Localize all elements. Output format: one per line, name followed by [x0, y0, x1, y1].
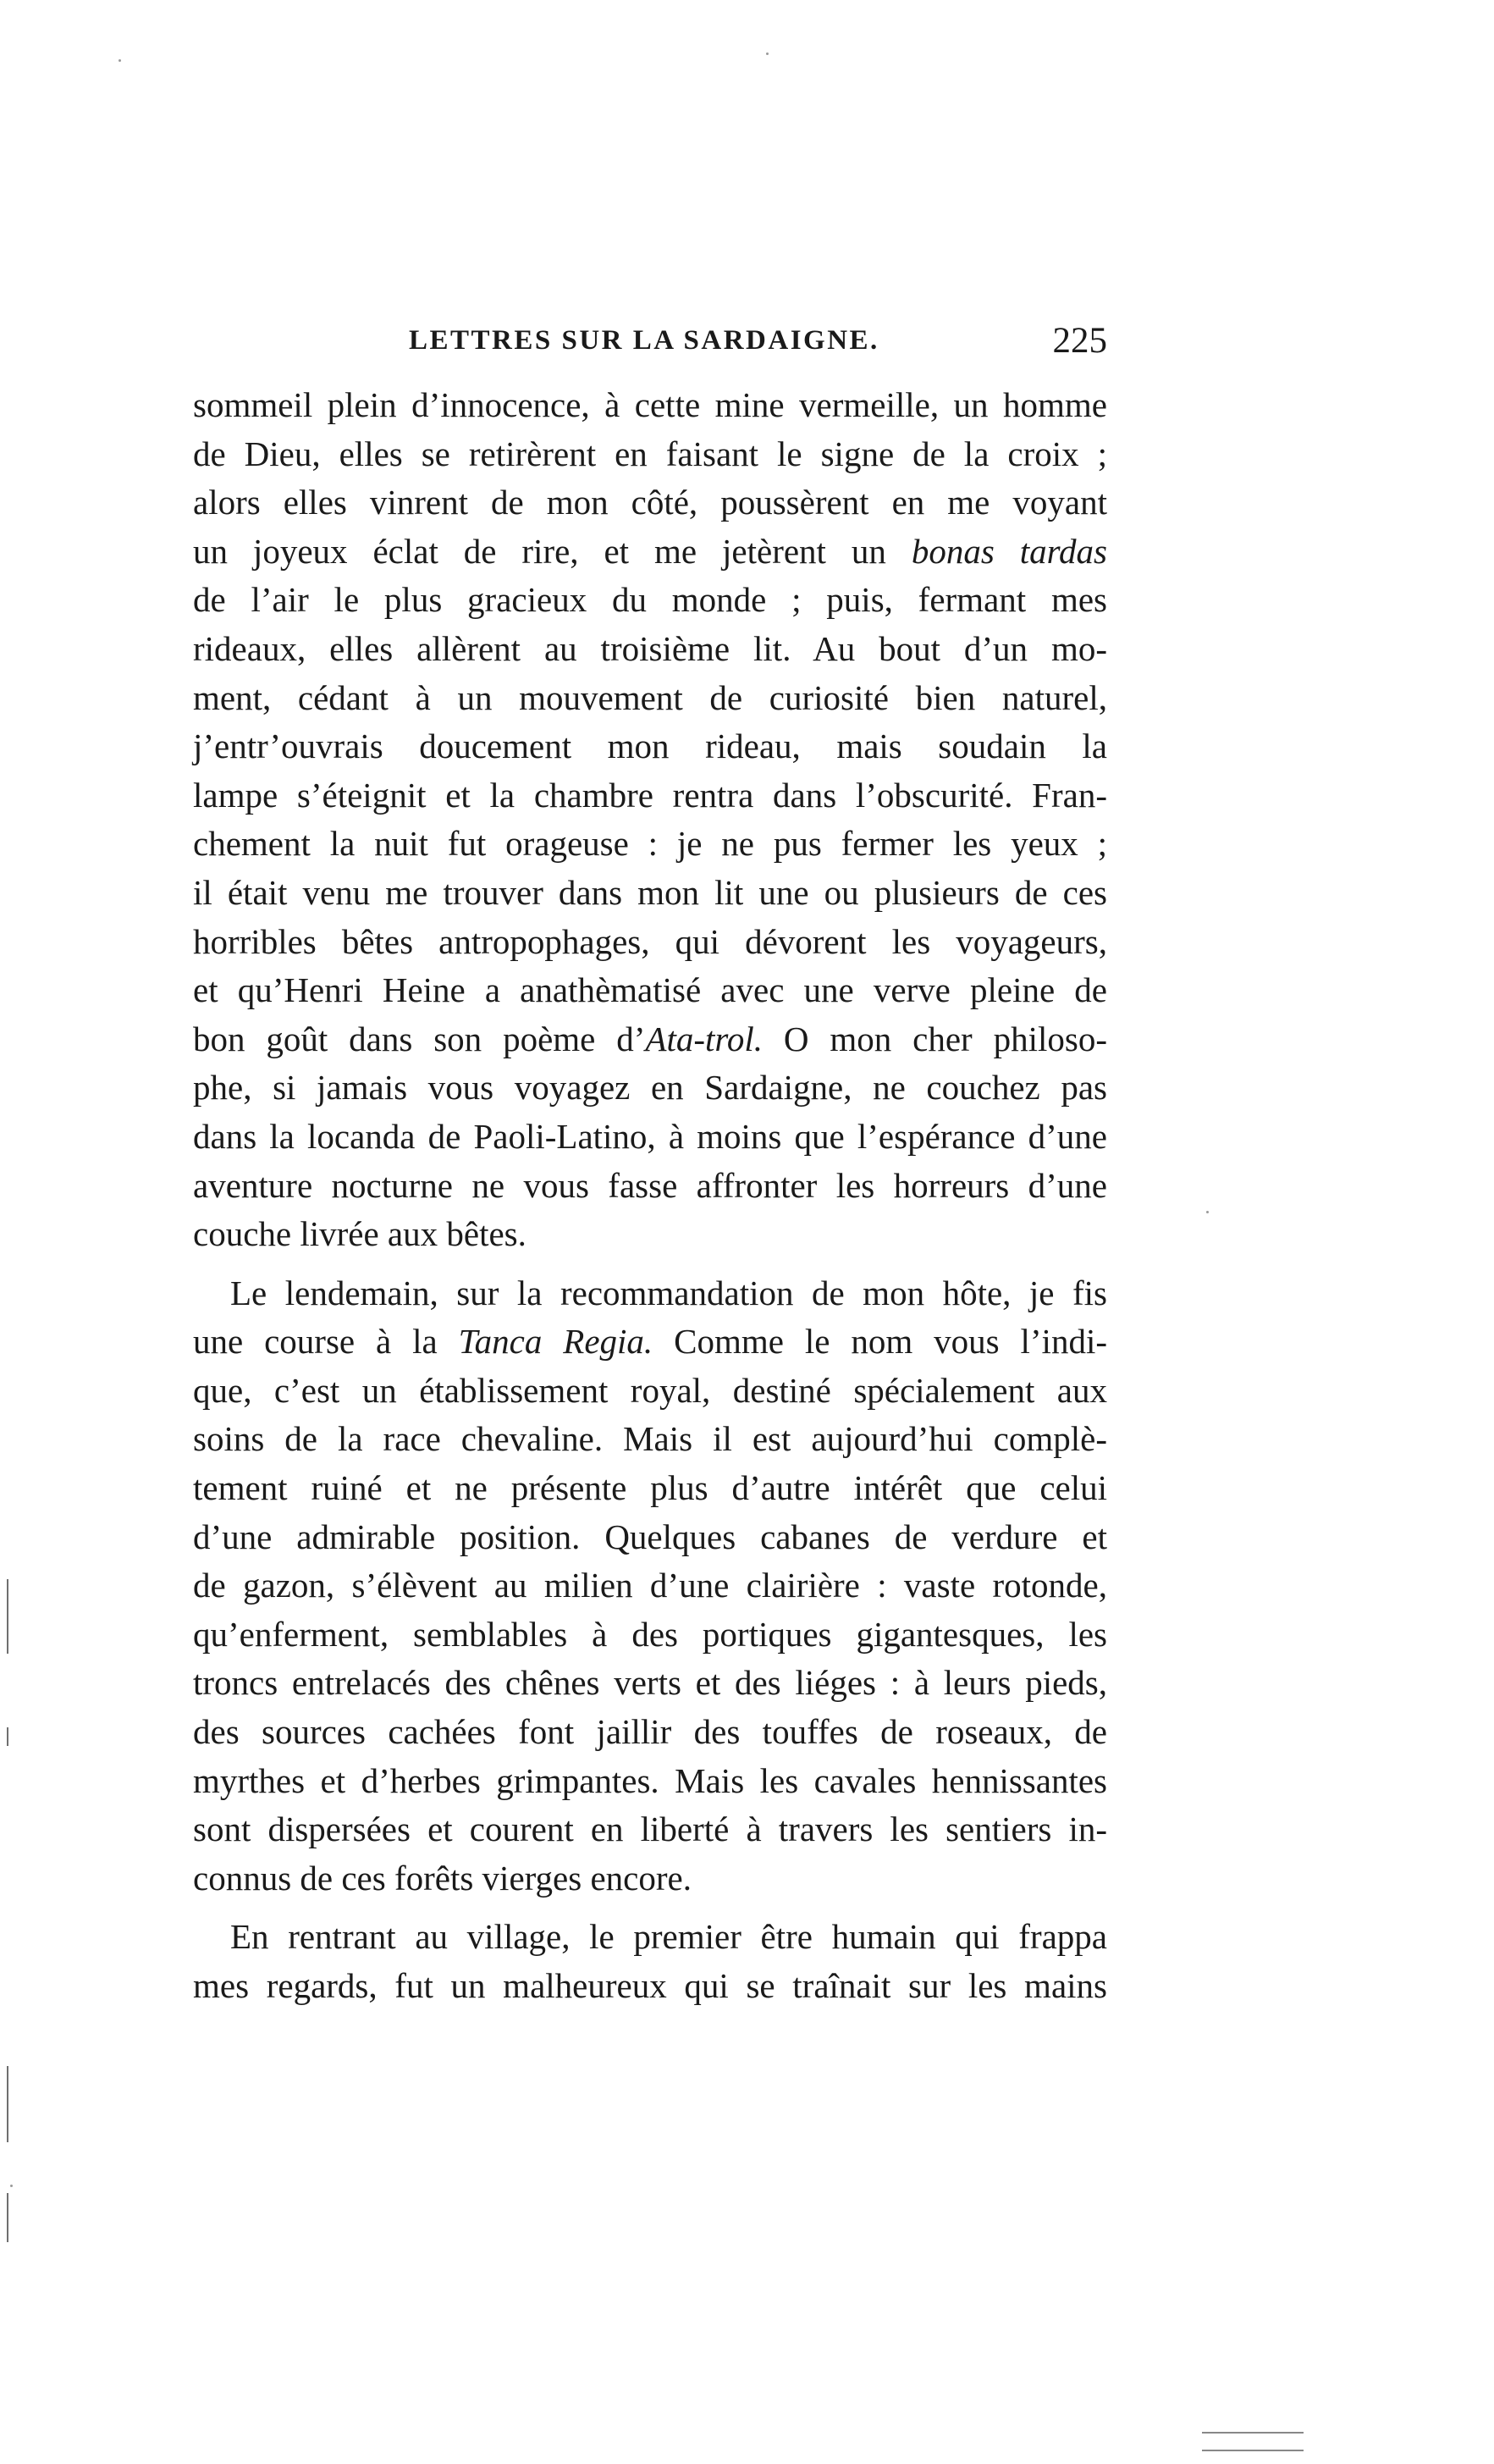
running-head [193, 320, 1107, 371]
text-line-30: sont dispersées et courent en liberté à travers les sentiers in- [193, 1809, 1107, 1849]
text-line-19: Le lendemain, sur la recommandation de mon hôte, je fis [230, 1273, 1107, 1312]
scan-speck [119, 59, 121, 62]
text-line-17: aventure nocturne ne vous fasse affronter les horreurs d’une [193, 1165, 1107, 1205]
text-run: O mon cher philoso- [762, 1019, 1107, 1058]
body-text [193, 381, 1107, 2011]
text-line-13: et qu’Henri Heine a anathèmatisé avec une verve pleine de [193, 970, 1107, 1010]
text-line-10: chement la nuit fut orageuse : je ne pus fermer les yeux ; [193, 824, 1107, 864]
italic-phrase: bonas tardas [911, 531, 1107, 571]
text-line-20 [193, 1318, 1107, 1367]
scan-edge-rule [1202, 2450, 1304, 2451]
text-line-28: des sources cachées font jaillir des touffes de roseaux, de [193, 1712, 1107, 1752]
text-line-7: ment, cédant à un mouvement de curiosité bien naturel, [193, 677, 1107, 717]
scan-margin-mark [7, 1727, 8, 1746]
text-run: une course à la [193, 1322, 459, 1362]
scan-speck [766, 52, 769, 55]
text-line-1: sommeil plein d’innocence, à cette mine vermeille, un homme [193, 385, 1107, 424]
text-line-4 [193, 528, 1107, 577]
italic-place-name: Tanca Regia. [458, 1322, 653, 1362]
text-line-11: il était venu me trouver dans mon lit une ou plusieurs de ces [193, 872, 1107, 912]
text-line-12: horribles bêtes antropophages, qui dévorent les voyageurs, [193, 921, 1107, 961]
text-line-27: troncs entrelacés des chênes verts et des liéges : à leurs pieds, [193, 1663, 1107, 1703]
text-line-23: tement ruiné et ne présente plus d’autre intérêt que celui [193, 1468, 1107, 1508]
text-line-26: qu’enferment, semblables à des portiques gigantesques, les [193, 1614, 1107, 1654]
text-line-29: myrthes et d’herbes grimpantes. Mais les cavales hennissantes [193, 1760, 1107, 1800]
scan-speck [10, 2185, 13, 2187]
scan-edge-rule [1202, 2432, 1304, 2434]
text-line-6: rideaux, elles allèrent au troisième lit. Au bout d’un mo- [193, 628, 1107, 668]
text-line-25: de gazon, s’élèvent au milien d’une clairière : vaste rotonde, [193, 1566, 1107, 1605]
running-title: LETTRES SUR LA SARDAIGNE. [409, 325, 879, 356]
text-line-21: que, c’est un établissement royal, destiné spécialement aux [193, 1370, 1107, 1410]
text-line-16: dans la locanda de Paoli-Latino, à moins que l’espérance d’une [193, 1116, 1107, 1156]
text-line-32: En rentrant au village, le premier être humain qui frappa [230, 1917, 1107, 1957]
text-run: un joyeux éclat de rire, et me jetèrent un [193, 531, 912, 571]
text-line-22: soins de la race chevaline. Mais il est aujourd’hui complè- [193, 1419, 1107, 1459]
text-line-31: connus de ces forêts vierges encore. [193, 1858, 692, 1898]
text-line-2: de Dieu, elles se retirèrent en faisant le signe de la croix ; [193, 434, 1107, 473]
text-line-3: alors elles vinrent de mon côté, poussèrent en me voyant [193, 483, 1107, 522]
text-line-24: d’une admirable position. Quelques cabanes de verdure et [193, 1517, 1107, 1556]
text-line-18: couche livrée aux bêtes. [193, 1214, 526, 1254]
scan-margin-mark [7, 2193, 8, 2242]
page-number: 225 [1052, 321, 1107, 361]
scan-margin-mark [7, 1579, 8, 1654]
scan-speck [1206, 1211, 1209, 1213]
italic-title: Ata-trol. [645, 1019, 763, 1058]
text-run: Comme le nom vous l’indi- [653, 1322, 1107, 1362]
text-line-15: phe, si jamais vous voyagez en Sardaigne, ne couchez pas [193, 1068, 1107, 1108]
text-line-33: mes regards, fut un malheureux qui se traînait sur les mains [193, 1966, 1107, 2005]
text-line-5: de l’air le plus gracieux du monde ; puis, fermant mes [193, 580, 1107, 620]
scan-margin-mark [7, 2066, 8, 2142]
text-line-8: j’entr’ouvrais doucement mon rideau, mais soudain la [193, 726, 1107, 766]
text-line-9: lampe s’éteignit et la chambre rentra dans l’obscurité. Fran- [193, 775, 1107, 815]
text-run: bon goût dans son poème d’ [193, 1019, 646, 1058]
text-line-14 [193, 1015, 1107, 1064]
